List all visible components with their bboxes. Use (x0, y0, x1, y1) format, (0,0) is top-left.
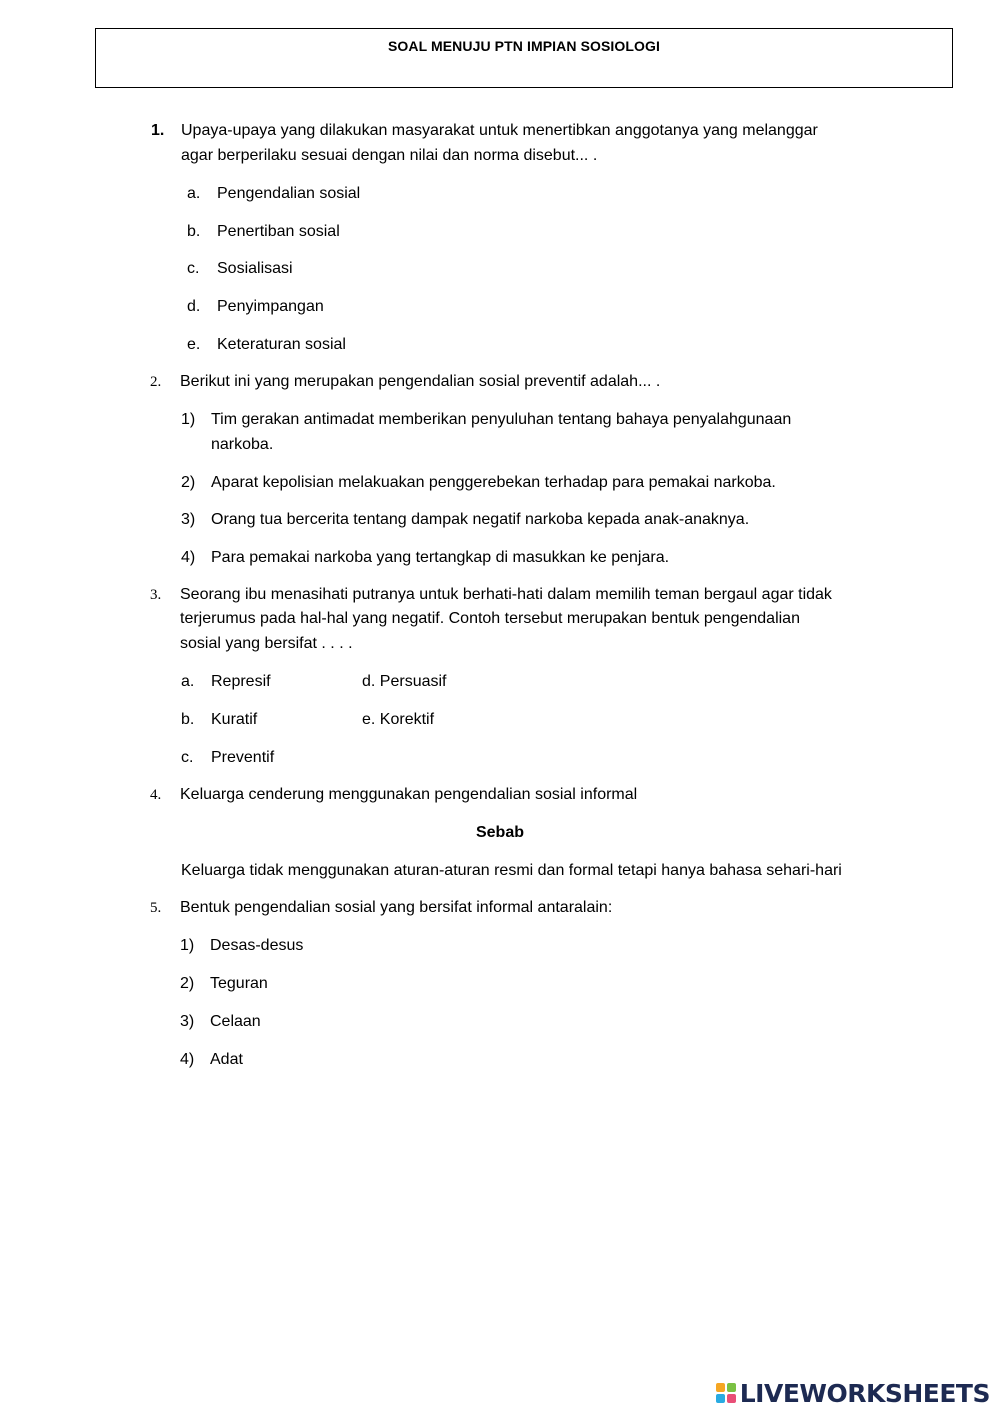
option-marker: d. (187, 298, 201, 315)
option-marker: c. (187, 260, 200, 277)
q2-statement-3: Orang tua bercerita tentang dampak negatif narkoba kepada anak-anaknya. (211, 511, 750, 528)
logo-square-3 (716, 1394, 725, 1403)
option-marker: c. (181, 749, 194, 766)
q3-option-a: Represif (211, 673, 271, 690)
q5-statement-3: Celaan (210, 1013, 261, 1030)
statement-marker: 1) (181, 411, 196, 428)
logo-grid-icon (716, 1383, 736, 1403)
question-2-number: 2. (150, 374, 162, 390)
q5-statement-2: Teguran (210, 975, 268, 992)
statement-marker: 3) (180, 1013, 195, 1030)
question-3-line-1: Seorang ibu menasihati putranya untuk berhati-hati dalam memilih teman bergaul agar tidak (180, 586, 832, 603)
question-4-statement: Keluarga cenderung menggunakan pengendalian sosial informal (180, 786, 638, 803)
option-marker: a. (181, 673, 195, 690)
question-5-number: 5. (150, 900, 162, 916)
statement-marker: 4) (180, 1051, 195, 1068)
q3-option-e: e. Korektif (362, 711, 435, 728)
q3-option-c: Preventif (211, 749, 275, 766)
option-marker: b. (181, 711, 195, 728)
question-3-line-3: sosial yang bersifat . . . . (180, 635, 353, 652)
page-title: SOAL MENUJU PTN IMPIAN SOSIOLOGI (387, 38, 661, 54)
q2-statement-1-line-1: Tim gerakan antimadat memberikan penyuluhan tentang bahaya penyalahgunaan (211, 411, 792, 428)
q3-option-d: d. Persuasif (362, 673, 447, 690)
question-1-number: 1. (151, 122, 165, 139)
question-3-number: 3. (150, 587, 162, 603)
statement-marker: 1) (180, 937, 195, 954)
question-1-line-1: Upaya-upaya yang dilakukan masyarakat untuk menertibkan anggotanya yang melanggar (181, 122, 818, 139)
logo-square-2 (727, 1383, 736, 1392)
q1-option-a: Pengendalian sosial (217, 185, 361, 202)
logo-square-4 (727, 1394, 736, 1403)
q1-option-e: Keteraturan sosial (217, 336, 346, 353)
q1-option-d: Penyimpangan (217, 298, 324, 315)
question-3-line-2: terjerumus pada hal-hal yang negatif. Contoh tersebut merupakan bentuk pengendalian (180, 610, 800, 627)
logo-text: LIVEWORKSHEETS (739, 1378, 990, 1408)
q3-option-b: Kuratif (211, 711, 258, 728)
question-4-number: 4. (150, 787, 162, 803)
statement-marker: 2) (181, 474, 196, 491)
statement-marker: 4) (181, 549, 196, 566)
q1-option-b: Penertiban sosial (217, 223, 340, 240)
question-4-reason: Keluarga tidak menggunakan aturan-aturan resmi dan formal tetapi hanya bahasa sehari-hari (181, 862, 842, 879)
statement-marker: 2) (180, 975, 195, 992)
logo-square-1 (716, 1383, 725, 1392)
q2-statement-4: Para pemakai narkoba yang tertangkap di masukkan ke penjara. (211, 549, 670, 566)
header-box (95, 28, 953, 88)
q2-statement-2: Aparat kepolisian melakuakan penggerebekan terhadap para pemakai narkoba. (211, 474, 776, 491)
q1-option-c: Sosialisasi (217, 260, 293, 277)
question-2-line-1: Berikut ini yang merupakan pengendalian sosial preventif adalah... . (180, 373, 661, 390)
statement-marker: 3) (181, 511, 196, 528)
option-marker: e. (187, 336, 201, 353)
option-marker: a. (187, 185, 201, 202)
question-5-line-1: Bentuk pengendalian sosial yang bersifat informal antaralain: (180, 899, 613, 916)
question-1-line-2: agar berperilaku sesuai dengan nilai dan norma disebut... . (181, 147, 598, 164)
q5-statement-4: Adat (210, 1051, 243, 1068)
liveworksheets-logo[interactable] (716, 1378, 990, 1408)
q5-statement-1: Desas-desus (210, 937, 304, 954)
question-4-connector: Sebab (475, 824, 524, 841)
q2-statement-1-line-2: narkoba. (211, 436, 274, 453)
option-marker: b. (187, 223, 201, 240)
